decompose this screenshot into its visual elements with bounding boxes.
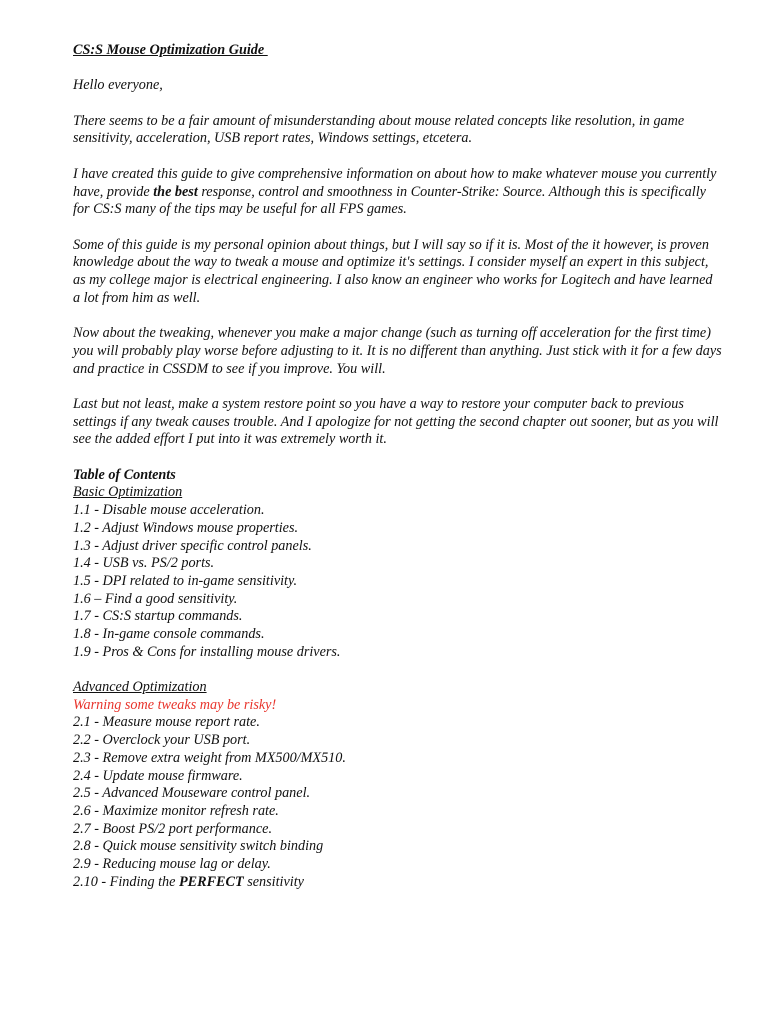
document-page: [73, 42, 723, 891]
toc-item: 2.5 - Advanced Mouseware control panel.: [73, 785, 311, 802]
toc-item: 2.4 - Update mouse firmware.: [73, 767, 243, 784]
toc-item: 1.8 - In-game console commands.: [73, 625, 265, 642]
toc-heading: Table of Contents: [73, 466, 176, 483]
toc-item: 1.7 - CS:S startup commands.: [73, 608, 243, 625]
toc-item: 2.8 - Quick mouse sensitivity switch binding: [73, 838, 324, 855]
toc-item: 1.6 – Find a good sensitivity.: [73, 590, 238, 607]
paragraph-restore-point: Last but not least, make a system restore point so you have a way to restore your computer back to previous settings if any tweak causes trouble. And I apologize for not getting the second chapter out sooner, but as you will see the added effort I put into it was extremely worth it.: [73, 395, 719, 448]
toc-item: 2.3 - Remove extra weight from MX500/MX510.: [73, 749, 346, 766]
toc-item: 1.2 - Adjust Windows mouse properties.: [73, 519, 299, 536]
toc-item: 1.4 - USB vs. PS/2 ports.: [73, 555, 215, 572]
toc-section-basic: Basic Optimization: [73, 484, 183, 501]
document-title: CS:S Mouse Optimization Guide: [73, 42, 268, 58]
paragraph-tweaking: Now about the tweaking, whenever you make a major change (such as turning off acceleration for the first time) you will probably play worse before adjusting to it. It is no different than anything. Just stick with it for a few days and practice in CSSDM to see if you improve. You will.: [73, 325, 722, 377]
toc-item: 1.9 - Pros & Cons for installing mouse drivers.: [73, 643, 341, 660]
paragraph-intro: There seems to be a fair amount of misunderstanding about mouse related concepts like resolution, in game sensitivity, acceleration, USB report rates, Windows settings, etcetera.: [73, 112, 685, 147]
paragraph-purpose: I have created this guide to give comprehensive information on about how to make whatever mouse you currently have, provide the best response, control and smoothness in Counter-Strike: Source. Although this is specifically for CS:S many of the tips may be useful for all FPS games.: [73, 165, 717, 218]
emphasis-perfect: PERFECT: [179, 873, 244, 890]
toc-item: 2.10 - Finding the PERFECT sensitivity: [73, 873, 304, 890]
toc-item: 2.7 - Boost PS/2 port performance.: [73, 820, 272, 837]
toc-item: 1.3 - Adjust driver specific control panels.: [73, 537, 312, 554]
risk-warning: Warning some tweaks may be risky!: [73, 696, 277, 713]
paragraph-opinion: Some of this guide is my personal opinion about things, but I will say so if it is. Most of the it however, is proven knowledge about the way to tweak a mouse and optimize it's settings. I consider myself an expert in this subject, as my college major is electrical engineering. I also know an engineer who works for Logitech and have learned a lot from him as well.: [73, 236, 713, 306]
toc-list-basic: [73, 502, 723, 661]
toc-item: 1.1 - Disable mouse acceleration.: [73, 502, 265, 519]
toc-list-advanced: [73, 714, 723, 891]
toc-item: 2.2 - Overclock your USB port.: [73, 732, 251, 749]
greeting: Hello everyone,: [73, 77, 163, 94]
toc-item: 2.6 - Maximize monitor refresh rate.: [73, 802, 279, 819]
toc-section-advanced: Advanced Optimization: [73, 679, 207, 696]
emphasis-the-best: the best: [153, 183, 198, 200]
toc-item: 1.5 - DPI related to in-game sensitivity.: [73, 572, 298, 589]
toc-item: 2.9 - Reducing mouse lag or delay.: [73, 855, 271, 872]
toc-item: 2.1 - Measure mouse report rate.: [73, 714, 260, 731]
